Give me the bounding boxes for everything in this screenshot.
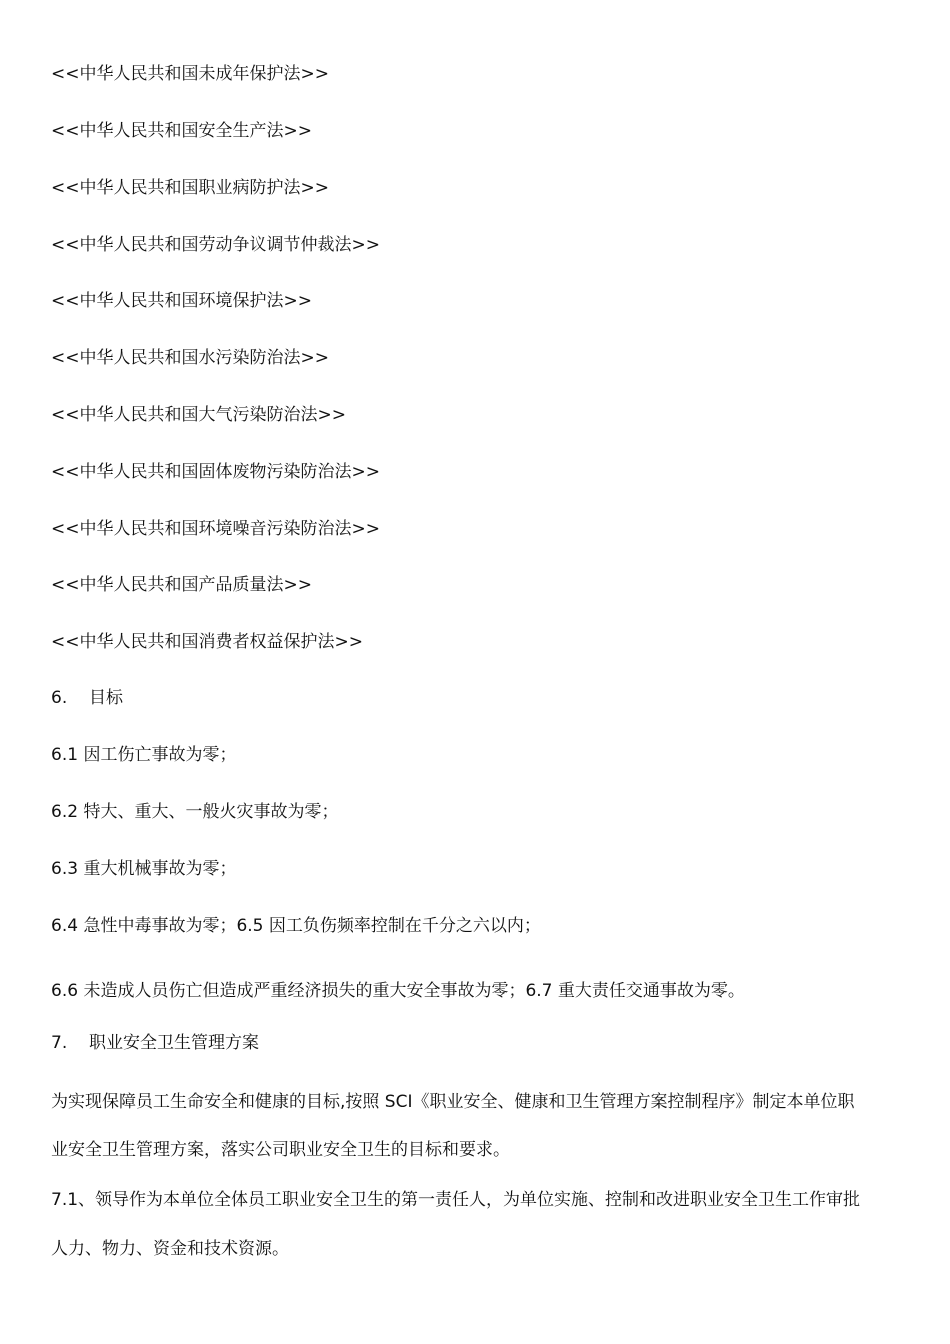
goal-item: 6.2 特大、重大、一般火灾事故为零； bbox=[51, 802, 339, 822]
goal-item: 6.6 未造成人员伤亡但造成严重经济损失的重大安全事故为零；6.7 重大责任交通事故为零。 bbox=[51, 981, 745, 1001]
law-item: <<中华人民共和国劳动争议调节仲裁法>> bbox=[51, 235, 380, 255]
item-7-1-line: 人力、物力、资金和技术资源。 bbox=[51, 1239, 289, 1259]
goal-item: 6.3 重大机械事故为零； bbox=[51, 859, 237, 879]
section-7-intro-line: 为实现保障员工生命安全和健康的目标,按照 SCI《职业安全、健康和卫生管理方案控制程序》制定本单位职 bbox=[51, 1092, 855, 1112]
law-item: <<中华人民共和国水污染防治法>> bbox=[51, 348, 329, 368]
item-7-1-line: 7.1、领导作为本单位全体员工职业安全卫生的第一责任人，为单位实施、控制和改进职业安全卫生工作审批 bbox=[51, 1190, 861, 1210]
section-7-title: 职业安全卫生管理方案 bbox=[89, 1033, 259, 1053]
section-6-number: 6. bbox=[51, 688, 68, 708]
law-item: <<中华人民共和国产品质量法>> bbox=[51, 575, 312, 595]
law-item: <<中华人民共和国固体废物污染防治法>> bbox=[51, 462, 380, 482]
section-7-number: 7. bbox=[51, 1033, 68, 1053]
section-6-title: 目标 bbox=[89, 688, 123, 708]
law-item: <<中华人民共和国环境噪音污染防治法>> bbox=[51, 519, 380, 539]
law-item: <<中华人民共和国安全生产法>> bbox=[51, 121, 312, 141]
section-7-heading bbox=[51, 1031, 259, 1055]
goal-item: 6.4 急性中毒事故为零；6.5 因工负伤频率控制在千分之六以内； bbox=[51, 916, 541, 936]
law-item: <<中华人民共和国消费者权益保护法>> bbox=[51, 632, 363, 652]
law-item: <<中华人民共和国职业病防护法>> bbox=[51, 178, 329, 198]
law-item: <<中华人民共和国环境保护法>> bbox=[51, 291, 312, 311]
goal-item: 6.1 因工伤亡事故为零； bbox=[51, 745, 237, 765]
law-item: <<中华人民共和国大气污染防治法>> bbox=[51, 405, 346, 425]
law-item: <<中华人民共和国未成年保护法>> bbox=[51, 64, 329, 84]
section-6-heading bbox=[51, 686, 123, 710]
section-7-intro-line: 业安全卫生管理方案，落实公司职业安全卫生的目标和要求。 bbox=[51, 1140, 510, 1160]
